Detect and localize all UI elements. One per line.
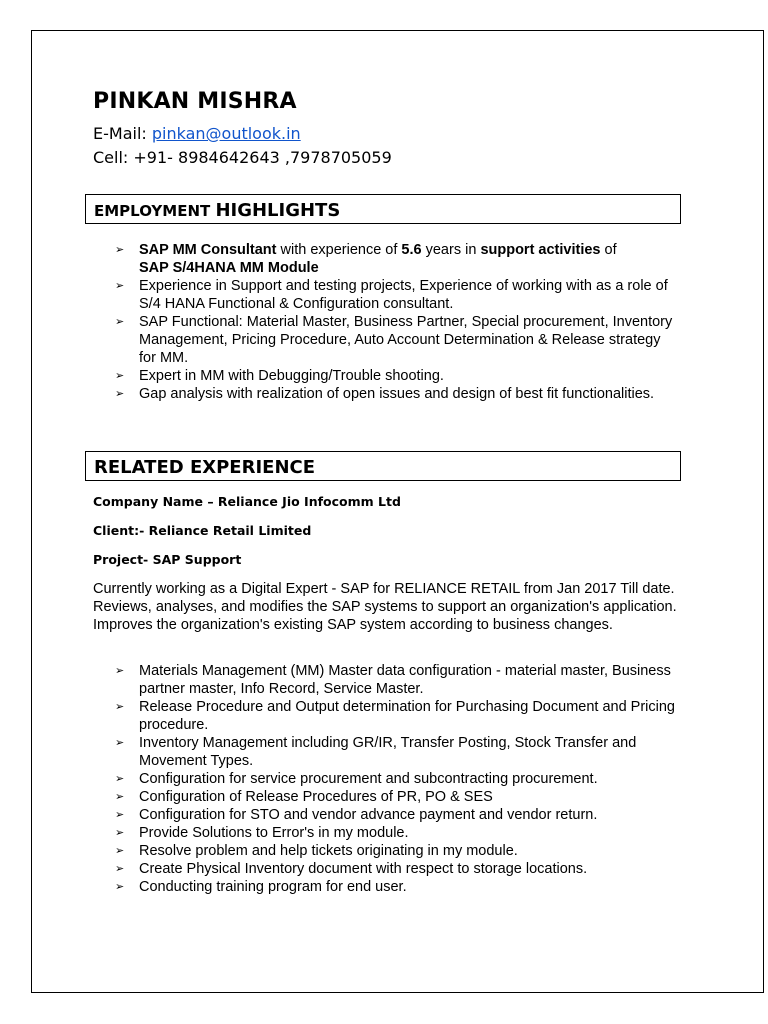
project-name: Project- SAP Support bbox=[93, 552, 242, 567]
list-item: ➢ Provide Solutions to Error's in my module. bbox=[115, 825, 409, 841]
employment-section-title: EMPLOYMENT HIGHLIGHTS bbox=[94, 200, 341, 221]
list-item: ➢ Release Procedure and Output determination for Purchasing Document and Pricing procedure. bbox=[115, 699, 675, 733]
experience-responsibilities-list bbox=[115, 662, 675, 896]
list-item: ➢ Conducting training program for end user. bbox=[115, 879, 407, 895]
list-item: ➢ Gap analysis with realization of open issues and design of best fit functionalities. bbox=[115, 386, 655, 402]
employment-highlights-list bbox=[115, 241, 675, 403]
arrow-bullet-icon: ➢ bbox=[115, 736, 125, 749]
arrow-bullet-icon: ➢ bbox=[115, 279, 125, 292]
experience-section-header bbox=[85, 451, 681, 481]
list-item: ➢ Inventory Management including GR/IR, Transfer Posting, Stock Transfer and Movement Types. bbox=[115, 735, 637, 769]
arrow-bullet-icon: ➢ bbox=[115, 664, 125, 677]
cell-line: Cell: +91- 8984642643 ,7978705059 bbox=[93, 148, 392, 167]
company-name: Company Name – Reliance Jio Infocomm Ltd bbox=[93, 494, 401, 509]
list-item: ➢ Expert in MM with Debugging/Trouble shooting. bbox=[115, 368, 444, 384]
list-item: ➢ Experience in Support and testing projects, Experience of working with as a role of S/4 HANA Functional & Configuration consultant. bbox=[115, 278, 668, 312]
arrow-bullet-icon: ➢ bbox=[115, 700, 125, 713]
list-item: ➢ SAP MM Consultant with experience of 5.6 years in support activities of SAP S/4HANA MM Module bbox=[115, 242, 617, 276]
list-item: ➢ Configuration for service procurement and subcontracting procurement. bbox=[115, 771, 598, 787]
email-line bbox=[93, 124, 301, 143]
candidate-name: PINKAN MISHRA bbox=[93, 89, 297, 114]
experience-section-title: RELATED EXPERIENCE bbox=[94, 457, 316, 478]
arrow-bullet-icon: ➢ bbox=[115, 369, 125, 382]
list-item: ➢ SAP Functional: Material Master, Business Partner, Special procurement, Inventory Management, Pricing Procedure, Auto Account Determination & Release strategy for MM. bbox=[115, 314, 673, 366]
employment-section-header bbox=[85, 194, 681, 224]
experience-summary: Currently working as a Digital Expert - SAP for RELIANCE RETAIL from Jan 2017 Till date. Reviews, analyses, and modifies the SAP systems to support an organization's application. Improves the organization's existing SAP system according to business changes. bbox=[93, 581, 677, 634]
arrow-bullet-icon: ➢ bbox=[115, 880, 125, 893]
arrow-bullet-icon: ➢ bbox=[115, 844, 125, 857]
email-link[interactable]: pinkan@outlook.in bbox=[151, 124, 301, 143]
arrow-bullet-icon: ➢ bbox=[115, 826, 125, 839]
arrow-bullet-icon: ➢ bbox=[115, 790, 125, 803]
arrow-bullet-icon: ➢ bbox=[115, 862, 125, 875]
list-item: ➢ Configuration of Release Procedures of PR, PO & SES bbox=[115, 789, 493, 805]
client-name: Client:- Reliance Retail Limited bbox=[93, 523, 312, 538]
arrow-bullet-icon: ➢ bbox=[115, 387, 125, 400]
list-item: ➢ Resolve problem and help tickets originating in my module. bbox=[115, 843, 518, 859]
list-item: ➢ Create Physical Inventory document with respect to storage locations. bbox=[115, 861, 588, 877]
arrow-bullet-icon: ➢ bbox=[115, 315, 125, 328]
email-label: E-Mail: bbox=[93, 124, 152, 143]
list-item: ➢ Materials Management (MM) Master data configuration - material master, Business partner master, Info Record, Service Master. bbox=[115, 663, 671, 697]
list-item: ➢ Configuration for STO and vendor advance payment and vendor return. bbox=[115, 807, 598, 823]
arrow-bullet-icon: ➢ bbox=[115, 243, 125, 256]
arrow-bullet-icon: ➢ bbox=[115, 808, 125, 821]
arrow-bullet-icon: ➢ bbox=[115, 772, 125, 785]
